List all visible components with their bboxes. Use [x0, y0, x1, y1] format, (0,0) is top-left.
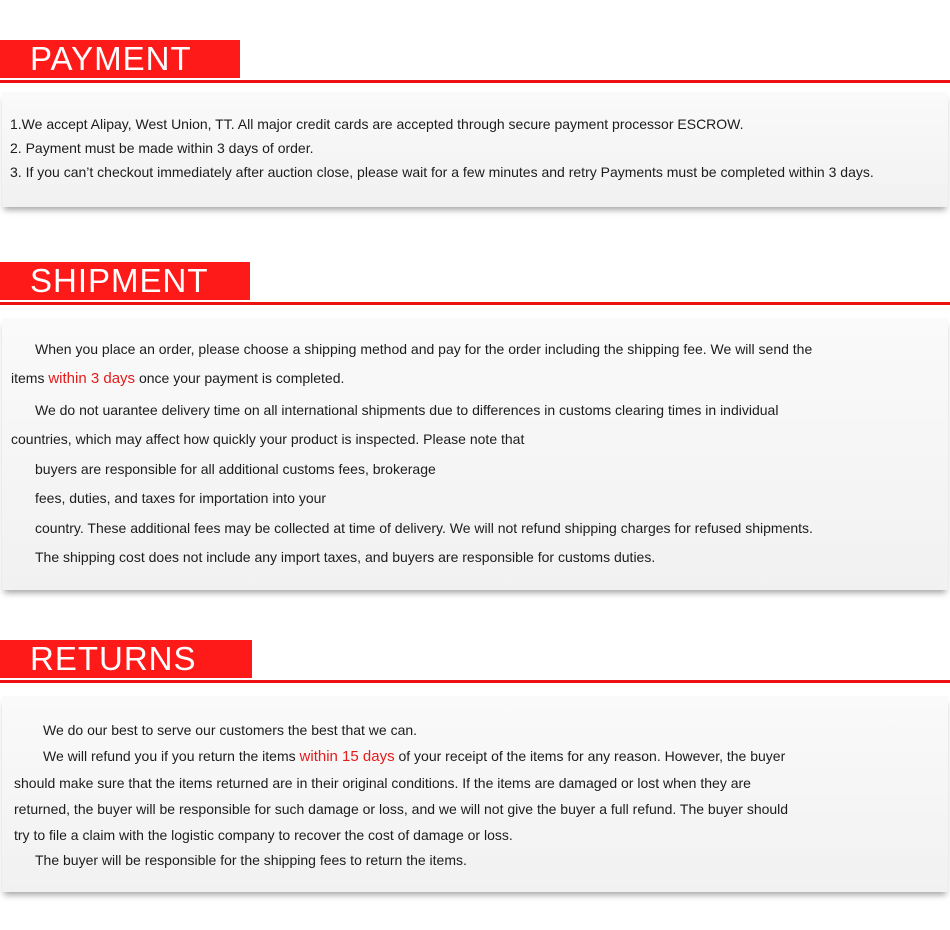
- payment-line-2: 2. Payment must be made within 3 days of order.: [10, 140, 314, 156]
- returns-line-2: [43, 748, 785, 765]
- payment-line-1: 1.We accept Alipay, West Union, TT. All major credit cards are accepted through secure payment processor ESCROW.: [10, 116, 744, 132]
- returns-line-2-post: of your receipt of the items for any reason. However, the buyer: [394, 748, 786, 764]
- shipment-p2-line-4: fees, duties, and taxes for importation into your: [35, 490, 327, 506]
- shipment-p2-line-2: countries, which may affect how quickly your product is inspected. Please note that: [11, 431, 525, 447]
- returns-line-1: We do our best to serve our customers the best that we can.: [43, 722, 418, 738]
- shipment-p2-line-1: We do not uarantee delivery time on all international shipments due to differences in customs clearing times in individual: [35, 402, 779, 418]
- returns-line-6: The buyer will be responsible for the shipping fees to return the items.: [35, 852, 467, 868]
- shipment-divider: [0, 302, 950, 305]
- shipment-p2-line-5: country. These additional fees may be collected at time of delivery. We will not refund shipping charges for refused shipments.: [35, 520, 813, 536]
- shipment-panel: [2, 318, 948, 590]
- payment-line-3: 3. If you can’t checkout immediately after auction close, please wait for a few minutes and retry Payments must be completed within 3 days.: [10, 164, 874, 180]
- shipment-highlight-within-3-days: within 3 days: [48, 370, 136, 387]
- returns-line-2-pre: We will refund you if you return the items: [43, 748, 300, 764]
- returns-heading: [0, 640, 252, 678]
- shipment-heading: [0, 262, 250, 300]
- shipment-p1-line-2: [11, 370, 344, 387]
- payment-heading: [0, 40, 240, 78]
- returns-divider: [0, 680, 950, 683]
- payment-divider: [0, 80, 950, 83]
- returns-highlight-within-15-days: within 15 days: [299, 748, 395, 765]
- returns-title: RETURNS: [30, 640, 197, 677]
- shipment-title: SHIPMENT: [30, 262, 209, 299]
- payment-title: PAYMENT: [30, 40, 192, 77]
- payment-panel: [2, 92, 948, 207]
- shipment-p1-line-1: When you place an order, please choose a shipping method and pay for the order including the shipping fee. We will send the: [35, 341, 813, 357]
- shipment-p2-line-3: buyers are responsible for all additional customs fees, brokerage: [35, 461, 436, 477]
- shipment-p1-line-2-post: once your payment is completed.: [135, 370, 345, 386]
- returns-line-5: try to file a claim with the logistic company to recover the cost of damage or loss.: [14, 827, 513, 843]
- returns-line-3: should make sure that the items returned are in their original conditions. If the items are damaged or lost when they are: [14, 775, 751, 791]
- returns-line-4: returned, the buyer will be responsible for such damage or loss, and we will not give the buyer a full refund. The buyer should: [14, 801, 789, 817]
- shipment-p3-line-1: The shipping cost does not include any import taxes, and buyers are responsible for customs duties.: [35, 549, 656, 565]
- returns-panel: [2, 696, 948, 892]
- shipment-p1-line-2-pre: items: [11, 370, 49, 386]
